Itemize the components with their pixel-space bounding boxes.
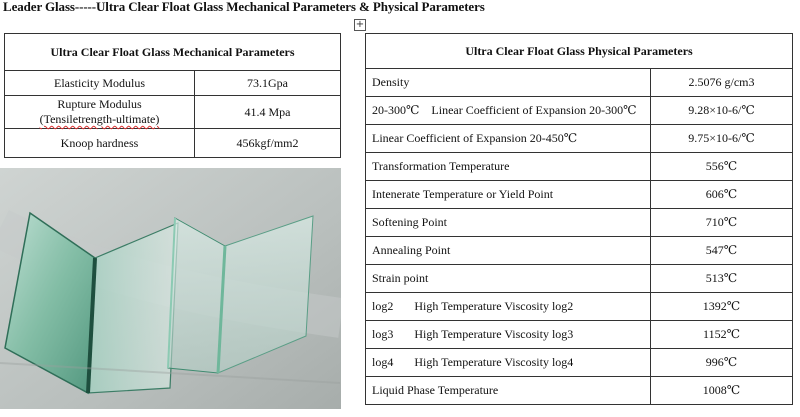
phys-label-strain: Strain point [366,265,651,293]
physical-parameters-table [365,33,793,405]
physical-table-heading: Ultra Clear Float Glass Physical Parameters [366,34,793,69]
phys-value-liquid-phase: 1008℃ [651,377,793,405]
mech-label-rupture-line2: (Tensiletrength-ultimate) [39,112,160,126]
mechanical-table-heading: Ultra Clear Float Glass Mechanical Parameters [5,34,341,71]
phys-label-transformation: Transformation Temperature [366,153,651,181]
table-row [366,237,793,265]
phys-value-viscosity-log3: 1152℃ [651,321,793,349]
phys-value-expansion-300: 9.28×10-6/℃ [651,97,793,125]
mechanical-parameters-table [4,33,341,158]
phys-value-expansion-450: 9.75×10-6/℃ [651,125,793,153]
move-cross-icon[interactable]: + [355,19,365,30]
phys-value-density: 2.5076 g/cm3 [651,69,793,97]
phys-value-softening: 710℃ [651,209,793,237]
table-row [366,153,793,181]
mech-value-rupture: 41.4 Mpa [195,96,341,129]
table-row [366,125,793,153]
mech-label-elasticity: Elasticity Modulus [5,71,195,96]
phys-label-annealing: Annealing Point [366,237,651,265]
table-row [366,209,793,237]
phys-label-expansion-300: 20-300℃ Linear Coefficient of Expansion 20-300℃ [366,97,651,125]
phys-value-yield-point: 606℃ [651,181,793,209]
table-row [366,293,793,321]
mech-value-knoop: 456kgf/mm2 [195,129,341,158]
phys-value-strain: 513℃ [651,265,793,293]
table-row [366,265,793,293]
mech-label-knoop: Knoop hardness [5,129,195,158]
phys-label-viscosity-log4: log4 High Temperature Viscosity log4 [366,349,651,377]
table-row [366,181,793,209]
table-row [366,69,793,97]
phys-label-liquid-phase: Liquid Phase Temperature [366,377,651,405]
glass-sheets-photo [0,168,341,409]
phys-value-viscosity-log2: 1392℃ [651,293,793,321]
table-row [366,321,793,349]
phys-value-viscosity-log4: 996℃ [651,349,793,377]
mech-label-rupture-line1: Rupture Modulus [57,97,142,111]
phys-label-viscosity-log2: log2 High Temperature Viscosity log2 [366,293,651,321]
mech-label-rupture [5,96,195,129]
phys-value-transformation: 556℃ [651,153,793,181]
phys-label-yield-point: Intenerate Temperature or Yield Point [366,181,651,209]
phys-label-softening: Softening Point [366,209,651,237]
document-title: Leader Glass-----Ultra Clear Float Glass Mechanical Parameters & Physical Parameters [3,0,485,14]
phys-label-viscosity-log3: log3 High Temperature Viscosity log3 [366,321,651,349]
phys-label-expansion-450: Linear Coefficient of Expansion 20-450℃ [366,125,651,153]
mech-value-elasticity: 73.1Gpa [195,71,341,96]
phys-label-density: Density [366,69,651,97]
table-row [366,377,793,405]
table-row [366,349,793,377]
table-row [366,97,793,125]
phys-value-annealing: 547℃ [651,237,793,265]
